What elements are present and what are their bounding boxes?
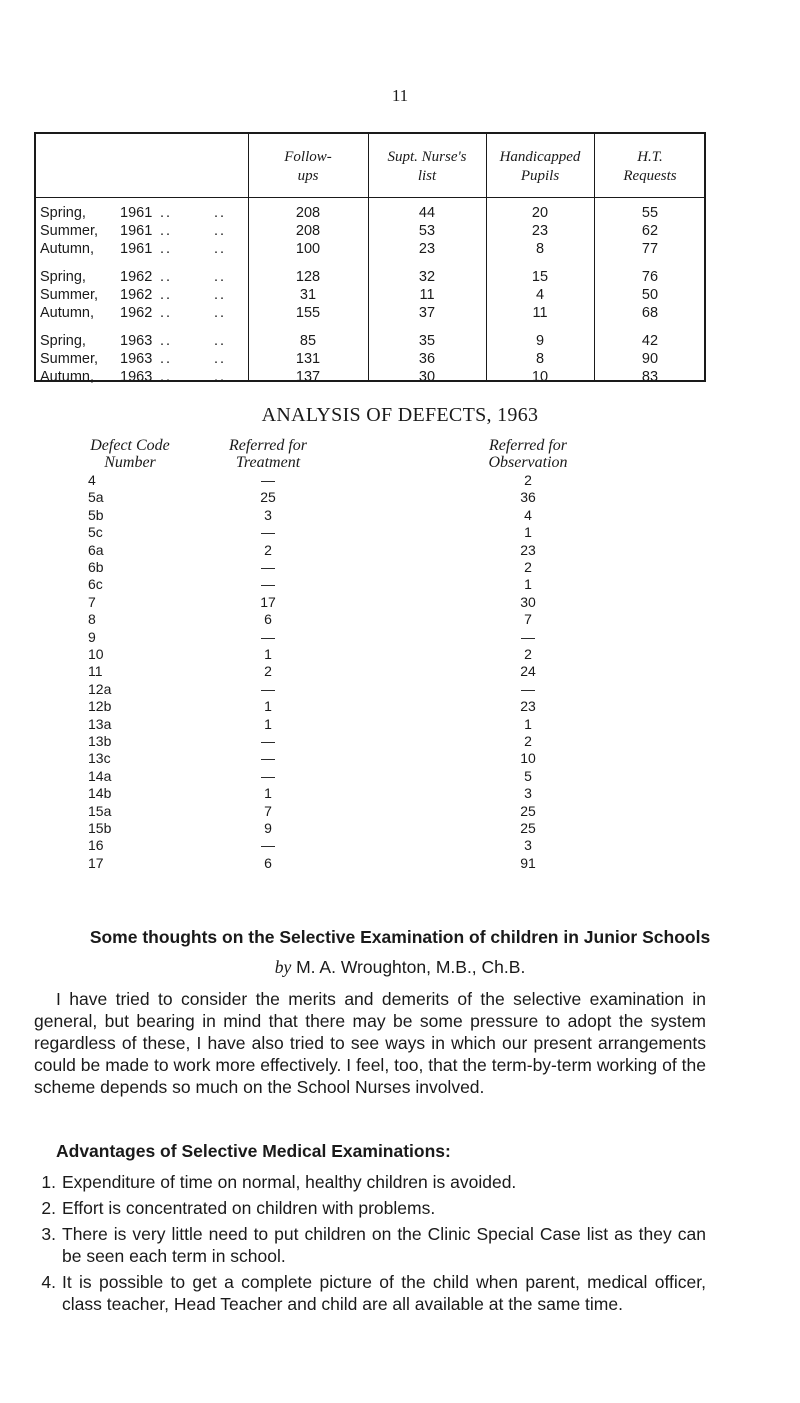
defect-code: 12b — [88, 698, 112, 715]
leader-dots: .. — [160, 333, 173, 349]
defect-row — [0, 733, 800, 750]
leader-dots: .. — [160, 305, 173, 321]
list-item-number: 1. — [41, 1172, 56, 1192]
header-defect-code — [50, 437, 210, 471]
treatment-count: — — [261, 628, 275, 645]
term-label: Autumn, — [40, 369, 94, 385]
defect-code: 13a — [88, 715, 112, 732]
treatment-count: 3 — [264, 506, 272, 523]
table-cell: 90 — [641, 351, 659, 367]
year-label: 1963 — [120, 351, 153, 367]
intro-paragraph: I have tried to consider the merits and demerits of the selective examination in general, but bearing in mind that there may be some pressure to adopt the system regardless of these, I have also tried to see ways in which our present arrangements could be made to work more effectively. I feel, too, that the term-by-term working of the scheme depends so much on the School Nurses involved. — [34, 989, 706, 1097]
leader-dots: .. — [214, 241, 227, 257]
page-number: 11 — [391, 86, 409, 105]
header-line: Observation — [488, 454, 568, 471]
defect-row — [0, 855, 800, 872]
table-cell: 155 — [295, 305, 321, 321]
leader-dots: .. — [214, 351, 227, 367]
defect-row — [0, 629, 800, 646]
leader-dots: .. — [160, 223, 173, 239]
table-cell: 50 — [641, 287, 659, 303]
header-line: Follow- — [284, 149, 332, 165]
defect-code: 15a — [88, 802, 112, 819]
term-label: Spring, — [40, 269, 86, 285]
leader-dots: .. — [160, 269, 173, 285]
table-cell: 11 — [419, 287, 435, 303]
list-item-text: It is possible to get a complete picture of the child when parent, medical officer, class teacher, Head Teacher and child are all available at the same time. — [62, 1272, 706, 1314]
author-name: M. A. Wroughton, M.B., Ch.B. — [296, 957, 526, 977]
header-referred-treatment — [188, 437, 348, 471]
table-cell: 30 — [418, 369, 436, 385]
observation-count: 36 — [520, 489, 536, 506]
table-cell: 68 — [641, 305, 659, 321]
observation-count: 30 — [520, 593, 536, 610]
defect-row — [0, 698, 800, 715]
term-label: Summer, — [40, 287, 99, 303]
table-cell: 100 — [295, 241, 321, 257]
year-label: 1961 — [120, 241, 153, 257]
defect-row — [0, 681, 800, 698]
list-item — [34, 1271, 706, 1315]
observation-count: 2 — [524, 559, 532, 575]
header-line: H.T. — [637, 149, 663, 165]
table-cell: 20 — [531, 205, 549, 221]
observation-count: 4 — [524, 506, 532, 523]
leader-dots: .. — [214, 269, 227, 285]
term-label: Spring, — [40, 205, 86, 221]
header-divider — [36, 197, 704, 198]
table-row — [36, 350, 704, 368]
defect-row — [0, 576, 800, 593]
treatment-count: 1 — [264, 698, 272, 715]
list-item — [34, 1223, 706, 1267]
header-line: Defect Code — [90, 437, 170, 454]
defect-row — [0, 768, 800, 785]
header-line: Treatment — [235, 454, 301, 471]
table-cell: 85 — [299, 333, 317, 349]
table-cell: 137 — [295, 369, 321, 385]
byline-by: by — [274, 957, 292, 977]
term-statistics-table — [34, 132, 706, 385]
leader-dots: .. — [160, 287, 173, 303]
list-item-number: 4. — [41, 1272, 56, 1292]
treatment-count: 6 — [264, 611, 272, 628]
list-item-text: Expenditure of time on normal, healthy children is avoided. — [62, 1172, 517, 1192]
treatment-count: 2 — [264, 663, 272, 680]
table-row — [36, 204, 704, 222]
table-cell: 36 — [418, 351, 436, 367]
observation-count: 23 — [520, 541, 536, 558]
term-label: Summer, — [40, 351, 99, 367]
defect-row — [0, 507, 800, 524]
advantages-heading: Advantages of Selective Medical Examinations: — [56, 1141, 451, 1161]
observation-count: 3 — [524, 785, 532, 802]
defect-code: 16 — [88, 837, 104, 854]
table-cell: 11 — [532, 305, 548, 321]
defect-row — [0, 837, 800, 854]
observation-count: 25 — [520, 802, 536, 819]
defect-code: 13c — [88, 750, 111, 767]
defect-row — [0, 820, 800, 837]
table-cell: 23 — [418, 241, 436, 257]
defect-code: 7 — [88, 593, 96, 610]
table-cell: 76 — [641, 269, 659, 285]
defect-code: 17 — [88, 854, 104, 871]
observation-count: 7 — [524, 611, 532, 628]
list-item-text: Effort is concentrated on children with problems. — [62, 1198, 436, 1218]
table-cell: 131 — [295, 351, 321, 367]
list-item-number: 2. — [41, 1198, 56, 1218]
header-handicapped-pupils — [486, 148, 594, 186]
table-cell: 42 — [641, 333, 659, 349]
defect-code: 8 — [88, 611, 96, 628]
header-line: Supt. Nurse's — [387, 149, 467, 165]
leader-dots: .. — [214, 223, 227, 239]
observation-count: 1 — [524, 715, 532, 732]
table-cell: 31 — [299, 287, 317, 303]
defect-code: 6c — [88, 576, 103, 593]
year-label: 1963 — [120, 333, 153, 349]
header-line: Referred for — [488, 437, 568, 454]
treatment-count: 7 — [264, 802, 272, 819]
treatment-count: 1 — [264, 646, 272, 662]
defect-row — [0, 489, 800, 506]
defect-code: 15b — [88, 820, 112, 836]
leader-dots: .. — [214, 287, 227, 303]
year-label: 1961 — [120, 223, 153, 239]
term-label: Spring, — [40, 333, 86, 349]
header-line: ups — [297, 168, 319, 184]
table-cell: 15 — [531, 269, 549, 285]
table-row — [36, 332, 704, 350]
table-cell: 77 — [641, 241, 659, 257]
list-item — [34, 1197, 706, 1219]
table-cell: 37 — [418, 305, 436, 321]
advantages-list — [34, 1171, 706, 1319]
observation-count: — — [521, 680, 535, 697]
table-cell: 23 — [531, 223, 549, 239]
defect-code: 14a — [88, 767, 112, 784]
defect-row — [0, 542, 800, 559]
table-row — [36, 368, 704, 386]
observation-count: 23 — [520, 698, 536, 715]
header-ht-requests — [594, 148, 706, 186]
table-cell: 32 — [418, 269, 436, 285]
defect-row — [0, 663, 800, 680]
term-label: Autumn, — [40, 305, 94, 321]
defect-code: 14b — [88, 785, 112, 802]
table-cell: 55 — [641, 205, 659, 221]
year-label: 1962 — [120, 305, 153, 321]
observation-count: 2 — [524, 646, 532, 662]
defect-code: 12a — [88, 680, 112, 697]
defect-code: 5b — [88, 506, 104, 523]
observation-count: 1 — [524, 576, 532, 593]
header-line: list — [417, 168, 437, 184]
treatment-count: — — [261, 767, 275, 784]
defect-code: 4 — [88, 472, 96, 488]
treatment-count: — — [261, 559, 275, 575]
treatment-count: 6 — [264, 854, 272, 871]
treatment-count: 1 — [264, 785, 272, 802]
observation-count: — — [521, 628, 535, 645]
defect-code: 11 — [88, 663, 103, 680]
defect-row — [0, 716, 800, 733]
defect-row — [0, 524, 800, 541]
table-cell: 8 — [535, 241, 545, 257]
leader-dots: .. — [160, 351, 173, 367]
header-line: Number — [104, 454, 156, 471]
leader-dots: .. — [214, 205, 227, 221]
treatment-count: — — [261, 750, 275, 767]
treatment-count: — — [261, 576, 275, 593]
year-label: 1962 — [120, 287, 153, 303]
essay-title: Some thoughts on the Selective Examination of children in Junior Schools — [89, 927, 711, 947]
header-line: Requests — [623, 168, 677, 184]
table-cell: 208 — [295, 223, 321, 239]
treatment-count: 2 — [264, 541, 272, 558]
defect-code: 13b — [88, 733, 112, 749]
defect-row — [0, 611, 800, 628]
leader-dots: .. — [160, 241, 173, 257]
observation-count: 5 — [524, 767, 532, 784]
table-cell: 4 — [535, 287, 545, 303]
table-cell: 62 — [641, 223, 659, 239]
defect-code: 5c — [88, 524, 103, 541]
treatment-count: — — [261, 524, 275, 541]
defect-row — [0, 646, 800, 663]
table-cell: 44 — [418, 205, 436, 221]
defect-row — [0, 750, 800, 767]
table-row — [36, 304, 704, 322]
defect-row — [0, 594, 800, 611]
defect-row — [0, 559, 800, 576]
observation-count: 2 — [524, 472, 532, 488]
header-line: Handicapped — [499, 149, 581, 165]
treatment-count: 17 — [260, 593, 276, 610]
list-item — [34, 1171, 706, 1193]
term-label: Autumn, — [40, 241, 94, 257]
treatment-count: — — [261, 472, 275, 488]
leader-dots: .. — [160, 369, 173, 385]
leader-dots: .. — [160, 205, 173, 221]
treatment-count: 9 — [264, 820, 272, 836]
observation-count: 2 — [524, 733, 532, 749]
table-row — [36, 222, 704, 240]
byline — [0, 957, 800, 978]
table-cell: 83 — [641, 369, 659, 385]
table-cell: 53 — [418, 223, 436, 239]
observation-count: 91 — [520, 854, 536, 871]
table-cell: 35 — [418, 333, 436, 349]
table-cell: 10 — [531, 369, 549, 385]
header-referred-observation — [448, 437, 608, 471]
treatment-count: — — [261, 837, 275, 854]
year-label: 1962 — [120, 269, 153, 285]
header-supt-nurses-list — [368, 148, 486, 186]
header-follow-ups — [248, 148, 368, 186]
treatment-count: — — [261, 733, 275, 749]
defect-code: 6b — [88, 559, 104, 575]
defect-row — [0, 785, 800, 802]
table-row — [36, 240, 704, 258]
observation-count: 24 — [520, 663, 536, 680]
defects-table-title: ANALYSIS OF DEFECTS, 1963 — [261, 404, 539, 426]
table-row — [36, 286, 704, 304]
table-row — [36, 268, 704, 286]
list-item-text: There is very little need to put children on the Clinic Special Case list as they can be seen each term in school. — [62, 1224, 706, 1266]
treatment-count: — — [261, 680, 275, 697]
table-cell: 8 — [535, 351, 545, 367]
year-label: 1961 — [120, 205, 153, 221]
observation-count: 1 — [524, 524, 532, 541]
treatment-count: 1 — [264, 715, 272, 732]
observation-count: 10 — [520, 750, 536, 767]
term-label: Summer, — [40, 223, 99, 239]
defect-row — [0, 803, 800, 820]
table-cell: 9 — [535, 333, 545, 349]
defect-code: 9 — [88, 628, 96, 645]
header-line: Pupils — [520, 168, 560, 184]
year-label: 1963 — [120, 369, 153, 385]
defect-code: 10 — [88, 646, 104, 662]
treatment-count: 25 — [260, 489, 276, 506]
table-cell: 208 — [295, 205, 321, 221]
table-cell: 128 — [295, 269, 321, 285]
leader-dots: .. — [214, 333, 227, 349]
defect-code: 6a — [88, 541, 104, 558]
observation-count: 25 — [520, 820, 536, 836]
header-line: Referred for — [228, 437, 308, 454]
observation-count: 3 — [524, 837, 532, 854]
leader-dots: .. — [214, 369, 227, 385]
leader-dots: .. — [214, 305, 227, 321]
defect-row — [0, 472, 800, 489]
defect-code: 5a — [88, 489, 104, 506]
list-item-number: 3. — [41, 1224, 56, 1244]
